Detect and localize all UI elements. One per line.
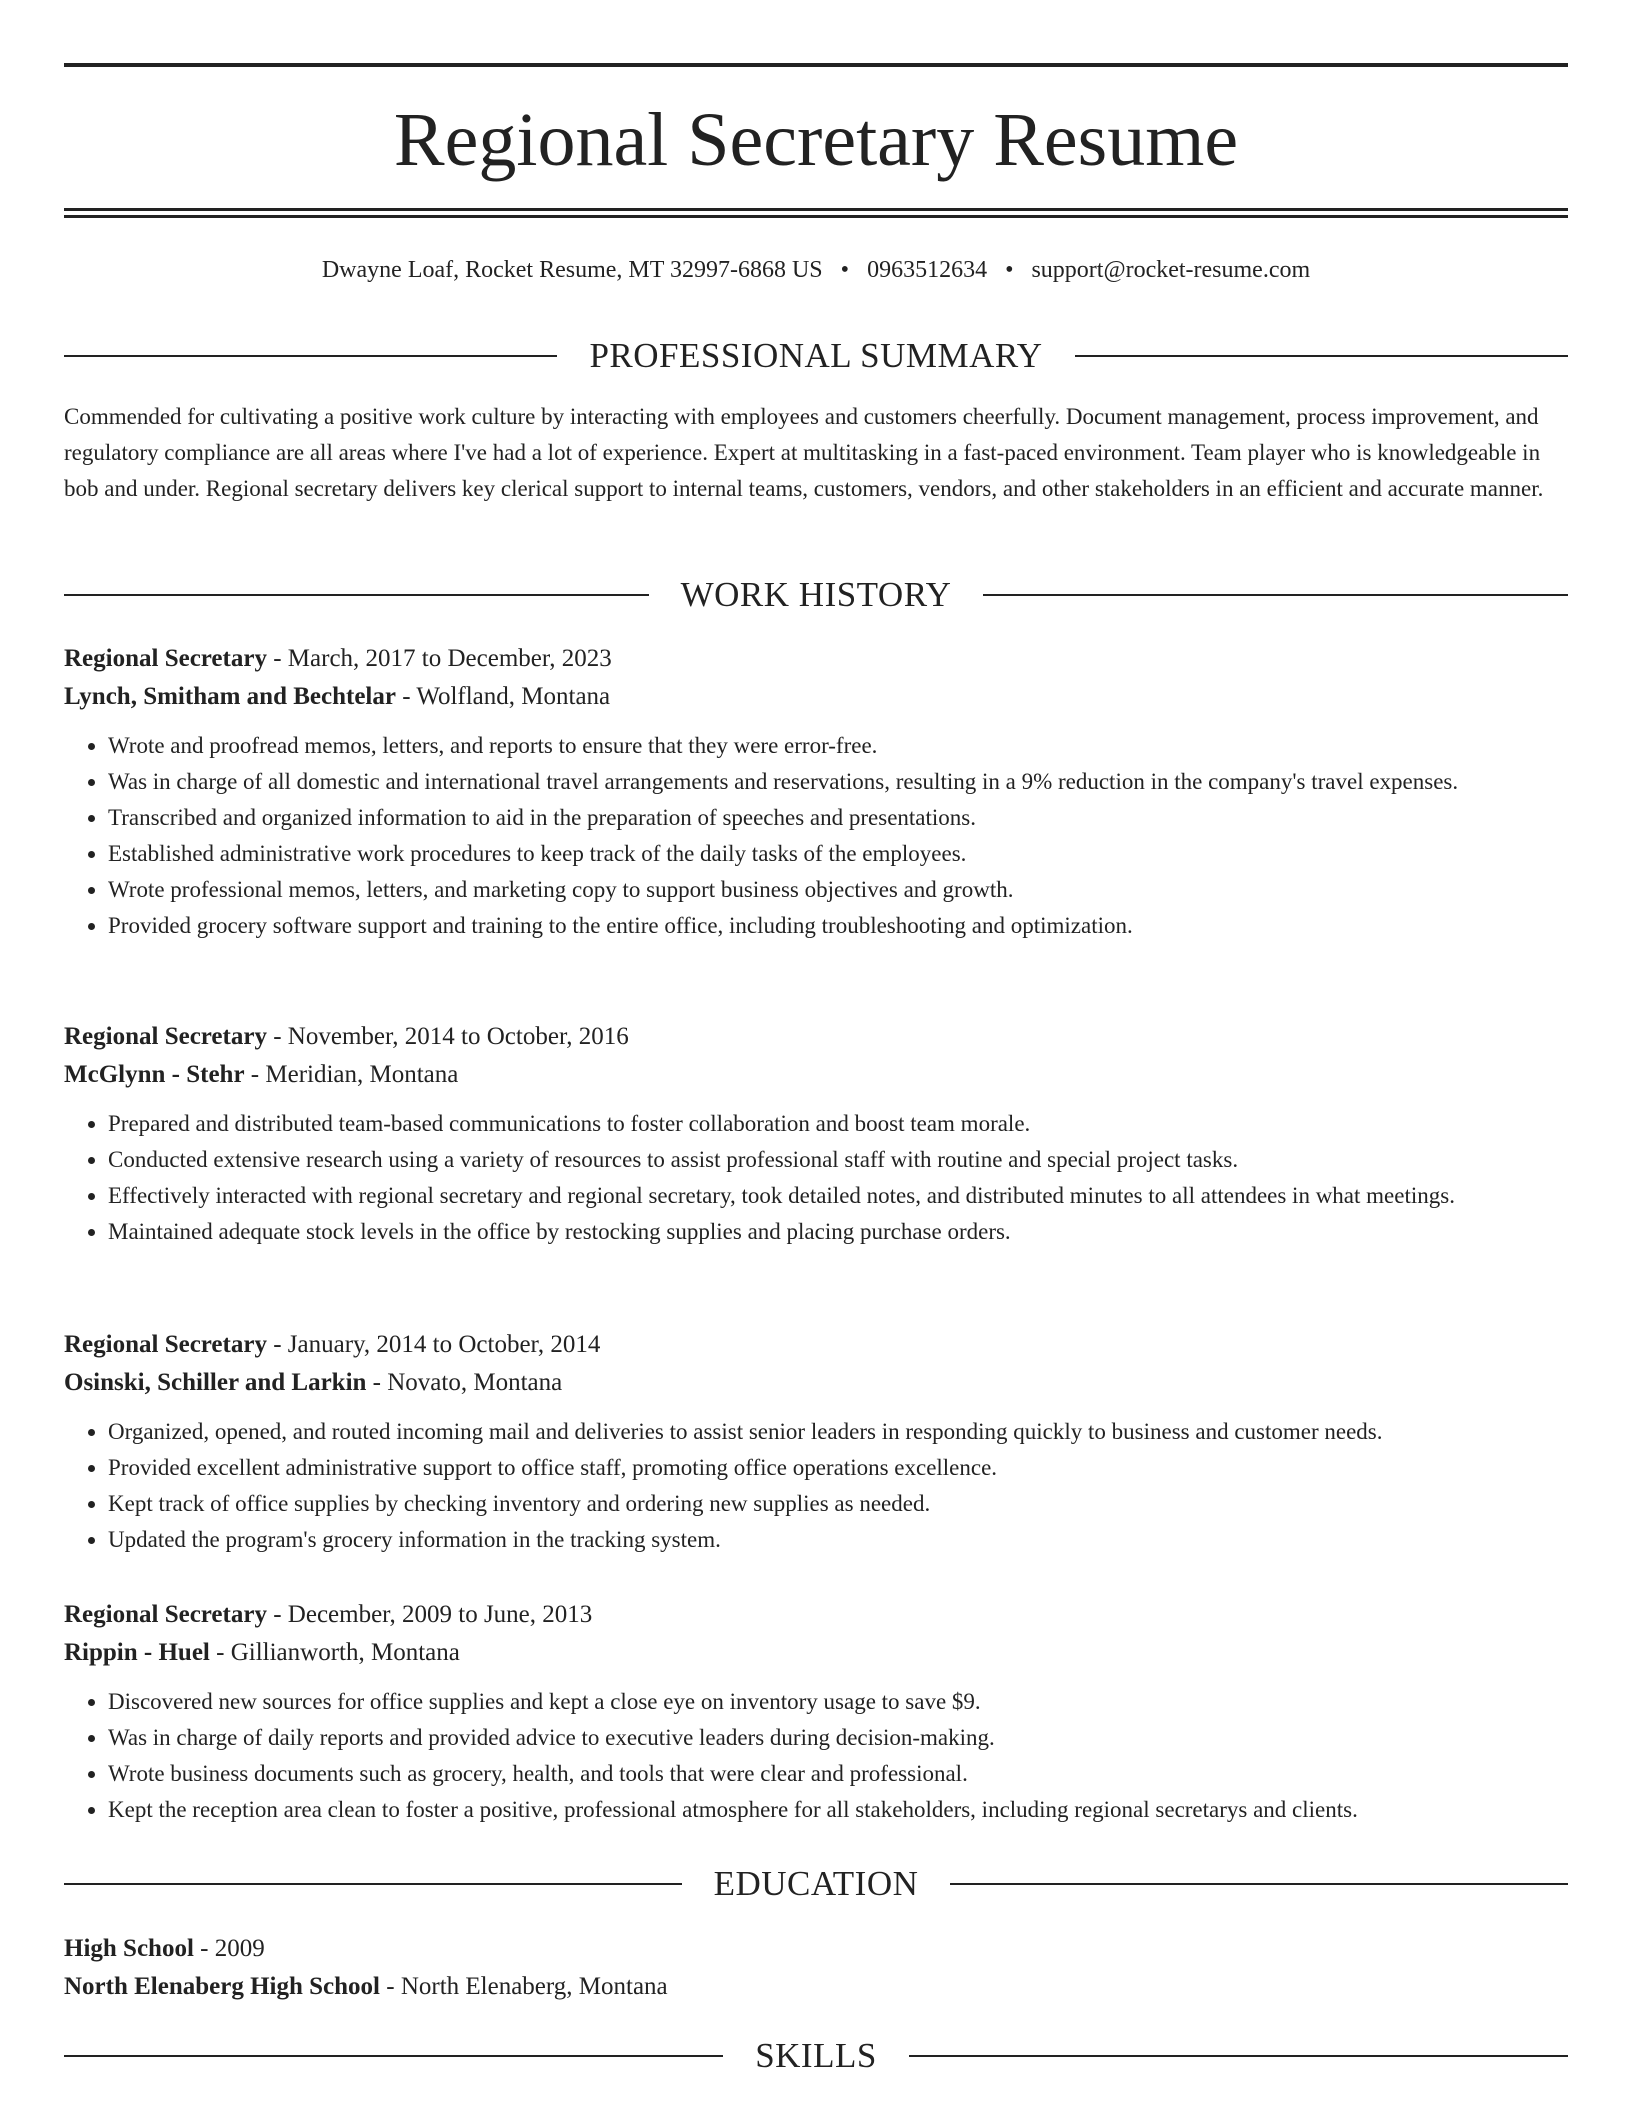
job-location: - Meridian, Montana: [244, 1061, 459, 1088]
contact-phone: 0963512634: [867, 257, 988, 283]
list-item: • Discovered new sources for office supplies and kept a close eye on inventory usage to save $9.: [108, 1684, 1568, 1720]
heading-rule: [909, 2055, 1568, 2057]
list-item: • Kept the reception area clean to foster a positive, professional atmosphere for all stakeholders, including regional secretarys and clients.: [108, 1792, 1568, 1828]
job-location: - Novato, Montana: [366, 1369, 563, 1396]
heading-rule: [1075, 355, 1568, 357]
list-item: • Kept track of office supplies by checking inventory and ordering new supplies as needed.: [108, 1486, 1568, 1522]
job-bullets: [64, 1106, 1568, 1250]
section-heading-education: [64, 1862, 1568, 1906]
top-rule: [64, 63, 1568, 67]
list-item: • Transcribed and organized information to aid in the preparation of speeches and presentations.: [108, 800, 1568, 836]
job-entry: [64, 1018, 1568, 1250]
education-entry: [64, 1930, 1568, 2006]
education-school: North Elenaberg High School: [64, 1973, 380, 2000]
list-item: • Provided excellent administrative support to office staff, promoting office operations excellence.: [108, 1450, 1568, 1486]
job-location: - Gillianworth, Montana: [209, 1639, 460, 1666]
job-company: McGlynn - Stehr: [64, 1061, 245, 1088]
job-dates: - November, 2014 to October, 2016: [266, 1023, 629, 1050]
job-company-line: [64, 678, 1568, 716]
section-title: WORK HISTORY: [680, 575, 952, 614]
job-title-line: [64, 640, 1568, 678]
summary-text: Commended for cultivating a positive work culture by interacting with employees and customers cheerfully. Document management, process improvement, and regulatory compliance are all areas where I've had a lot of experience. Expert at multitasking in a fast-paced environment. Team player who is knowledgeable in bob and under. Regional secretary delivers key clerical support to internal teams, customers, vendors, and other stakeholders in an efficient and accurate manner.: [64, 404, 1544, 501]
heading-rule: [983, 594, 1568, 596]
job-company: Lynch, Smitham and Bechtelar: [64, 683, 396, 710]
job-title-line: [64, 1326, 1568, 1364]
section-title: PROFESSIONAL SUMMARY: [589, 336, 1043, 375]
job-location: - Wolfland, Montana: [395, 683, 611, 710]
list-item: • Effectively interacted with regional secretary and regional secretary, took detailed notes, and distributed minutes to all attendees in what meetings.: [108, 1178, 1568, 1214]
list-item: • Wrote and proofread memos, letters, and reports to ensure that they were error-free.: [108, 728, 1568, 764]
job-title-line: [64, 1018, 1568, 1056]
section-title: SKILLS: [755, 2036, 877, 2075]
contact-separator: •: [1005, 257, 1014, 283]
job-company: Osinski, Schiller and Larkin: [64, 1369, 367, 1396]
contact-line: [64, 252, 1568, 288]
list-item: • Updated the program's grocery information in the tracking system.: [108, 1522, 1568, 1558]
education-year: - 2009: [193, 1935, 265, 1962]
list-item: • Was in charge of all domestic and international travel arrangements and reservations, resulting in a 9% reduction in the company's travel expenses.: [108, 764, 1568, 800]
page-title: Regional Secretary Resume: [393, 98, 1239, 182]
job-bullets: [64, 728, 1568, 944]
heading-rule: [64, 1883, 682, 1885]
job-company-line: [64, 1364, 1568, 1402]
heading-rule: [950, 1883, 1568, 1885]
job-title: Regional Secretary: [64, 1601, 267, 1628]
title-double-rule: [64, 208, 1568, 218]
section-heading-summary: [64, 334, 1568, 378]
heading-rule: [64, 355, 557, 357]
heading-rule: [64, 594, 649, 596]
list-item: • Was in charge of daily reports and provided advice to executive leaders during decision-making.: [108, 1720, 1568, 1756]
job-dates: - January, 2014 to October, 2014: [266, 1331, 601, 1358]
job-company-line: [64, 1634, 1568, 1672]
job-bullets: [64, 1414, 1568, 1558]
section-title: EDUCATION: [713, 1864, 919, 1903]
job-company-line: [64, 1056, 1568, 1094]
contact-email: support@rocket-resume.com: [1031, 257, 1311, 283]
list-item: • Wrote business documents such as grocery, health, and tools that were clear and professional.: [108, 1756, 1568, 1792]
list-item: • Provided grocery software support and training to the entire office, including troubleshooting and optimization.: [108, 908, 1568, 944]
contact-separator: •: [840, 257, 850, 283]
heading-rule: [64, 2055, 723, 2057]
job-company: Rippin - Huel: [64, 1639, 210, 1666]
job-dates: - December, 2009 to June, 2013: [266, 1601, 593, 1628]
job-title-line: [64, 1596, 1568, 1634]
section-heading-work: [64, 573, 1568, 617]
job-dates: - March, 2017 to December, 2023: [266, 645, 612, 672]
section-heading-skills: [64, 2034, 1568, 2078]
job-title: Regional Secretary: [64, 1331, 267, 1358]
education-degree: High School: [64, 1935, 194, 1962]
education-school-line: [64, 1968, 1568, 2006]
job-bullets: [64, 1684, 1568, 1828]
job-entry: [64, 1596, 1568, 1828]
job-title: Regional Secretary: [64, 1023, 267, 1050]
list-item: • Organized, opened, and routed incoming mail and deliveries to assist senior leaders in responding quickly to business and customer needs.: [108, 1414, 1568, 1450]
job-title: Regional Secretary: [64, 645, 267, 672]
list-item: • Established administrative work procedures to keep track of the daily tasks of the employees.: [108, 836, 1568, 872]
list-item: • Maintained adequate stock levels in the office by restocking supplies and placing purchase orders.: [108, 1214, 1568, 1250]
contact-address: Dwayne Loaf, Rocket Resume, MT 32997-6868 US: [321, 257, 823, 283]
list-item: • Conducted extensive research using a variety of resources to assist professional staff with routine and special project tasks.: [108, 1142, 1568, 1178]
job-entry: [64, 640, 1568, 944]
education-degree-line: [64, 1930, 1568, 1968]
education-location: - North Elenaberg, Montana: [380, 1973, 668, 2000]
job-entry: [64, 1326, 1568, 1558]
list-item: • Prepared and distributed team-based communications to foster collaboration and boost team morale.: [108, 1106, 1568, 1142]
list-item: • Wrote professional memos, letters, and marketing copy to support business objectives and growth.: [108, 872, 1568, 908]
